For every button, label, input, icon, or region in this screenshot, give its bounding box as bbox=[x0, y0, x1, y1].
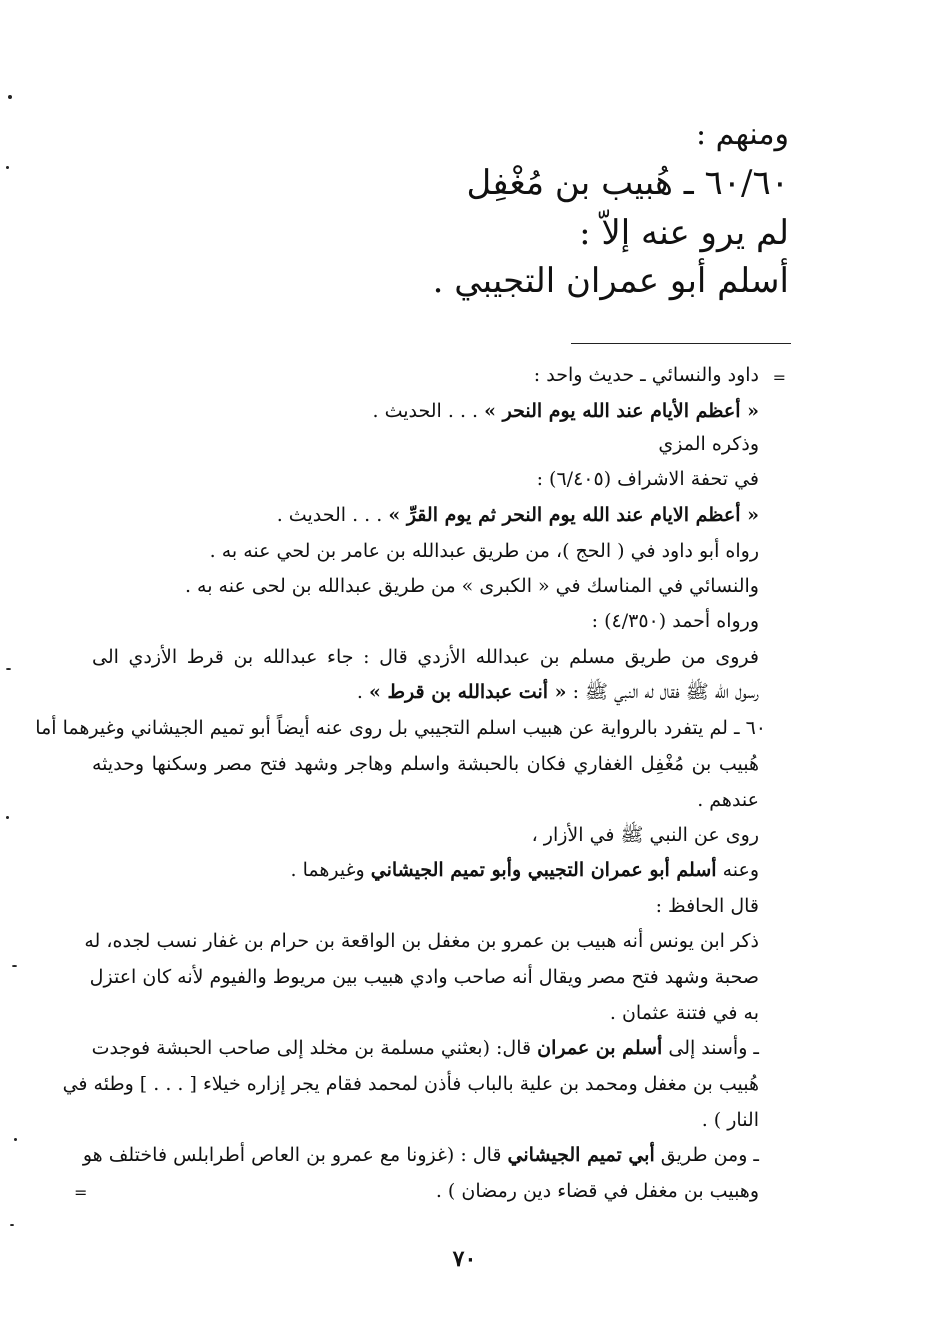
footnote-line: ورواه أحمد (٤/٣٥٠) : bbox=[591, 610, 759, 632]
footnote-line: ـ ومن طريق أبي تميم الجيشاني قال : (غزونا مع عمرو بن العاص أطرابلس فاختلف هو bbox=[82, 1144, 759, 1166]
entry-subtitle: لم يرو عنه إلاّ : bbox=[579, 213, 789, 253]
scan-speck bbox=[12, 965, 17, 967]
footnote-line: قال الحافظ : bbox=[655, 895, 759, 917]
footnote-line: وهبيب بن مغفل في قضاء دين رمضان ) . bbox=[435, 1180, 759, 1202]
footnote-line: في تحفة الاشراف (٦/٤٠٥) : bbox=[536, 468, 759, 490]
footnote-line: هُبيب بن مغفل ومحمد بن علية بالباب فأذن لمحمد فقام يجر إزاره خيلاء [ . . . ] وطئه في bbox=[62, 1073, 759, 1095]
footnote-divider bbox=[571, 343, 791, 344]
section-intro: ومنهم : bbox=[695, 117, 789, 152]
footnote-line: هُبيب بن مُغْفِل الغفاري فكان بالحبشة واسلم وهاجر وشهد فتح مصر وسكنها وحديثه bbox=[92, 753, 759, 775]
entry-narrator: أسلم أبو عمران التجيبي . bbox=[432, 261, 789, 301]
page-number: ٧٠ bbox=[452, 1246, 477, 1272]
footnote-line: النار ) . bbox=[701, 1109, 759, 1131]
footnote-line: ذكر ابن يونس أنه هبيب بن عمرو بن مغفل بن الواقعة بن حرام بن غفار نسب لجده، له bbox=[84, 930, 759, 952]
footnote-line: رواه أبو داود في ( الحج )، من طريق عبدالله بن عامر بن لحي عنه به . bbox=[209, 540, 759, 562]
footnote-line: ـ وأسند إلى أسلم بن عمران قال: (بعثني مسلمة بن مخلد إلى صاحب الحبشة فوجدت bbox=[91, 1037, 759, 1059]
footnote-line: والنسائي في المناسك في « الكبرى » من طريق عبدالله بن لحى عنه به . bbox=[184, 575, 759, 597]
footnote-line: وذكره المزي bbox=[658, 433, 759, 455]
footnote-line: عندهم . bbox=[697, 789, 759, 811]
scan-speck bbox=[6, 668, 11, 670]
footnote-line: فروى من طريق مسلم بن عبدالله الأزدي قال : جاء عبدالله بن قرط الأزدي الى bbox=[92, 646, 759, 668]
footnote-line: صحبة وشهد فتح مصر ويقال أنه صاحب وادي هبيب بين مريوط والفيوم لأنه كان اعتزل bbox=[89, 966, 759, 988]
footnote-line: رسول الله ﷺ فقال له النبي ﷺ : « أنت عبدالله بن قرط » . bbox=[356, 681, 759, 703]
scan-speck bbox=[6, 816, 9, 819]
footnote-line: وعنه أسلم أبو عمران التجيبي وأبو تميم الجيشاني وغيرهما . bbox=[290, 859, 759, 881]
scan-speck bbox=[8, 95, 12, 99]
scan-speck bbox=[14, 1138, 17, 1141]
footnote-continuation-marker: = bbox=[772, 368, 786, 387]
scan-speck bbox=[6, 166, 9, 169]
footnote-line: به في فتنة عثمان . bbox=[609, 1002, 759, 1024]
footnote-line: ٦٠ ـ لم يتفرد بالرواية عن هبيب اسلم التجيبي بل روى عنه أيضاً أبو تميم الجيشاني وغيرهما أما bbox=[35, 717, 766, 739]
footnote-line: داود والنسائي ـ حديث واحد : bbox=[533, 364, 759, 386]
entry-title: ٦٠/٦٠ ـ هُبيب بن مُغْفِل bbox=[466, 163, 789, 203]
scan-speck bbox=[10, 1224, 14, 1226]
footnote-trailing-marker: = bbox=[74, 1183, 88, 1202]
footnote-line: روى عن النبي ﷺ في الأزار ، bbox=[531, 824, 759, 846]
footnote-line: « أعظم الأيام عند الله يوم النحر » . . . الحديث . bbox=[372, 400, 759, 422]
footnote-line: « أعظم الايام عند الله يوم النحر ثم يوم القرِّ » . . . الحديث . bbox=[276, 504, 759, 526]
